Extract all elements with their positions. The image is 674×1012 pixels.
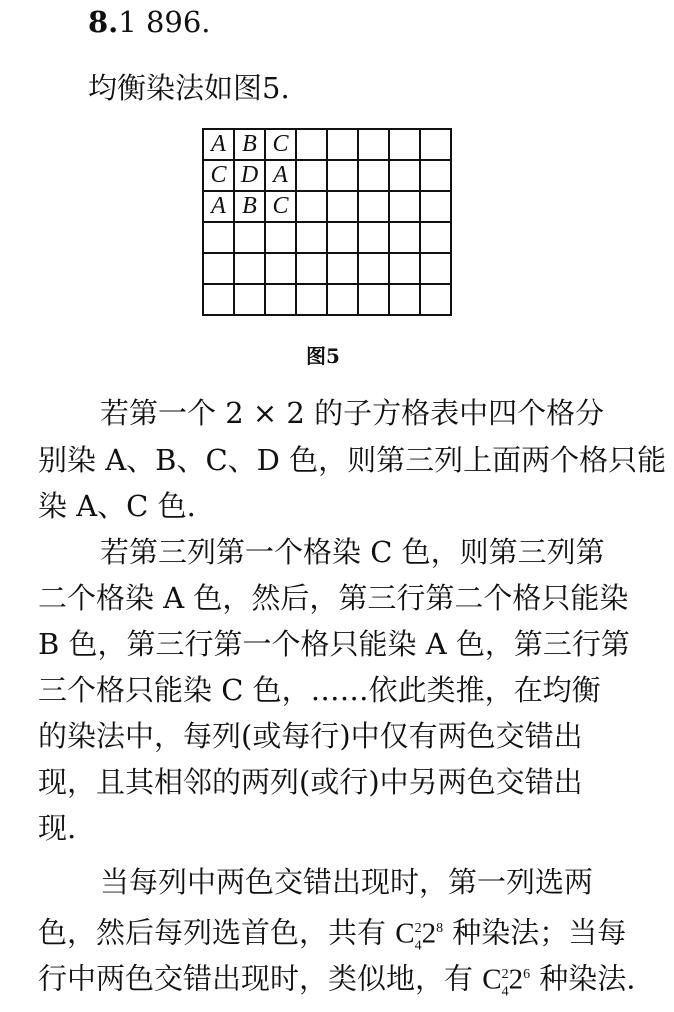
grid-cell [234, 284, 265, 315]
grid-cell: B [234, 129, 265, 160]
grid-cell [296, 191, 327, 222]
grid-cell [389, 191, 420, 222]
text-line: 现. [38, 811, 77, 845]
grid-cell: A [203, 191, 234, 222]
text-line: 三个格只能染 C 色，……依此类推，在均衡 [38, 673, 601, 707]
grid-cell [327, 160, 358, 191]
text-segment: 行中两色交错出现时，类似地，有 [38, 961, 483, 996]
grid-cell: A [203, 129, 234, 160]
text-line: B 色，第三行第一个格只能染 A 色，第三行第 [38, 627, 630, 661]
text-line: 现，且其相邻的两列(或行)中另两色交错出 [38, 765, 583, 799]
grid-cell: D [234, 160, 265, 191]
grid-cell [265, 284, 296, 315]
combination-formula: $C_4^22^8$ [395, 917, 444, 954]
answer-line [88, 2, 211, 42]
grid-cell: C [203, 160, 234, 191]
text-segment: 色，然后每列选首色，共有 [38, 915, 396, 950]
grid-cell [265, 253, 296, 284]
figure-caption: 图5 [306, 344, 340, 368]
grid-cell: C [265, 191, 296, 222]
grid-cell [358, 191, 389, 222]
grid-cell [203, 253, 234, 284]
grid-cell [420, 253, 451, 284]
grid-cell [296, 253, 327, 284]
grid-cell [234, 253, 265, 284]
grid-cell [358, 129, 389, 160]
grid-cell: C [265, 129, 296, 160]
grid-cell [420, 284, 451, 315]
grid-cell [358, 160, 389, 191]
text-line: 若第三列第一个格染 C 色，则第三列第 [100, 535, 605, 569]
grid-cell [327, 284, 358, 315]
text-segment: 种染法. [530, 961, 636, 996]
grid-cell [296, 129, 327, 160]
grid-cell [389, 284, 420, 315]
grid-cell [358, 222, 389, 253]
grid-cell [203, 222, 234, 253]
grid-cell [420, 129, 451, 160]
grid-cell [327, 129, 358, 160]
text-line: 当每列中两色交错出现时，第一列选两 [100, 865, 594, 899]
grid-cell [389, 160, 420, 191]
grid-cell [296, 284, 327, 315]
grid-cell [203, 284, 234, 315]
text-line: 若第一个 2 × 2 的子方格表中四个格分 [100, 396, 605, 430]
grid-cell [389, 253, 420, 284]
grid-cell [358, 284, 389, 315]
text-line: 别染 A、B、C、D 色，则第三列上面两个格只能 [38, 443, 667, 477]
grid-cell: B [234, 191, 265, 222]
grid-cell [420, 191, 451, 222]
text-line: 二个格染 A 色，然后，第三行第二个格只能染 [38, 581, 629, 615]
combination-formula: $C_4^22^6$ [482, 963, 531, 1000]
text-segment: 种染法；当每 [443, 915, 627, 950]
answer-value: 1 896. [118, 5, 211, 39]
intro-text: 均衡染法如图5. [88, 71, 290, 105]
grid-cell [234, 222, 265, 253]
grid-cell [358, 253, 389, 284]
grid-cell [327, 191, 358, 222]
grid-cell [389, 129, 420, 160]
grid-cell [327, 222, 358, 253]
grid-cell [420, 222, 451, 253]
grid-cell [296, 222, 327, 253]
grid-cell [296, 160, 327, 191]
grid-cell [265, 222, 296, 253]
text-line: 染 A、C 色. [38, 489, 196, 523]
problem-number: 8. [88, 5, 119, 39]
grid-cell [327, 253, 358, 284]
grid-cell [389, 222, 420, 253]
figure-grid [202, 128, 452, 316]
text-line: 的染法中，每列(或每行)中仅有两色交错出 [38, 719, 583, 753]
text-line [38, 955, 636, 1012]
grid-cell: A [265, 160, 296, 191]
grid-cell [420, 160, 451, 191]
